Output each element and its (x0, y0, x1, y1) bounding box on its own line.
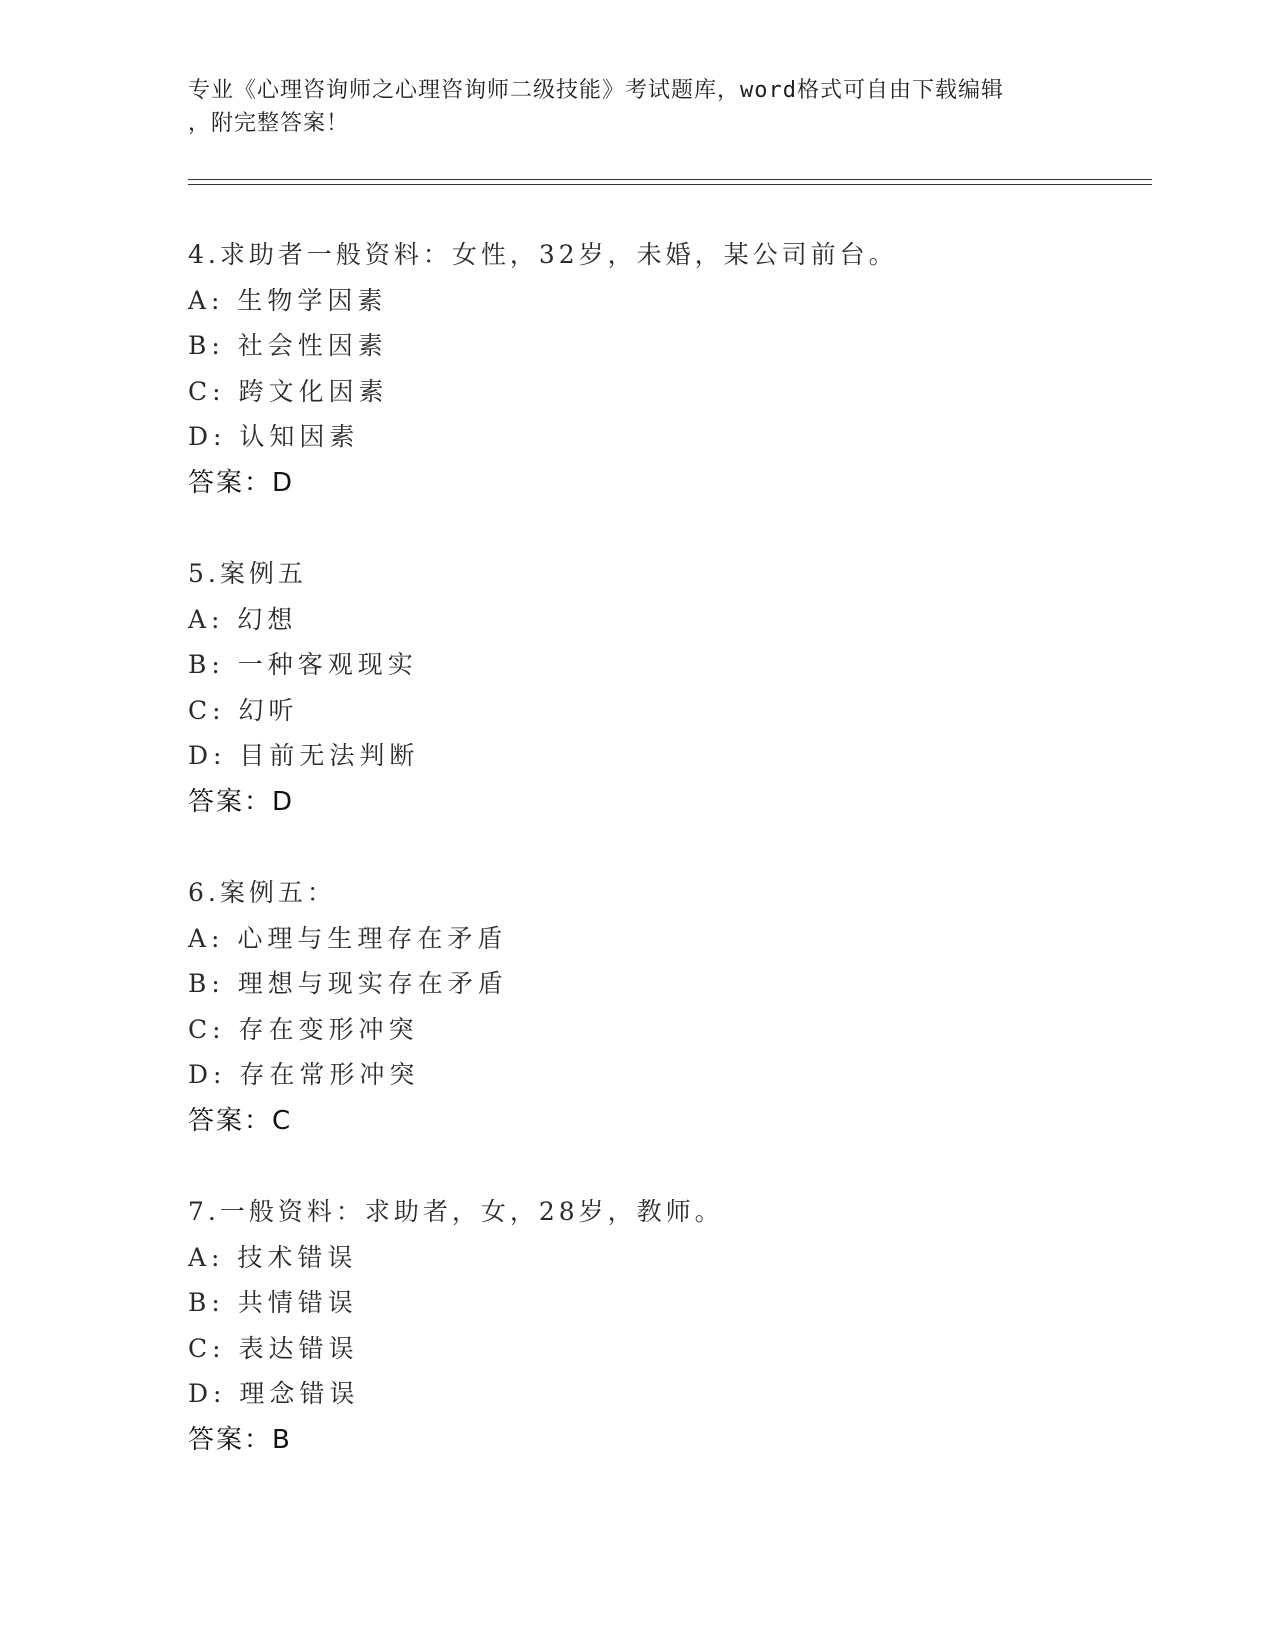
option-d: D: 理念错误 (188, 1379, 360, 1408)
document-header (188, 74, 1088, 140)
answer-line: 答案：D (188, 467, 295, 498)
header-line-1: 专业《心理咨询师之心理咨询师二级技能》考试题库，word格式可自由下载编辑 (188, 78, 1004, 103)
question-title: 6.案例五： (188, 878, 336, 907)
question-block (188, 551, 1088, 825)
question-title: 7.一般资料：求助者，女，28岁，教师。 (188, 1197, 724, 1226)
option-b: B: 理想与现实存在矛盾 (188, 969, 508, 998)
question-block (188, 870, 1088, 1144)
header-divider-bottom (188, 184, 1152, 185)
option-a: A: 幻想 (188, 604, 298, 634)
option-c: C: 跨文化因素 (188, 376, 389, 406)
option-a: A: 生物学因素 (188, 285, 388, 315)
question-block (188, 232, 1088, 506)
answer-line: 答案：B (188, 1424, 292, 1455)
question-title: 4.求助者一般资料：女性，32岁，未婚，某公司前台。 (188, 240, 898, 269)
option-a: A: 技术错误 (188, 1242, 358, 1272)
option-d: D: 存在常形冲突 (188, 1060, 420, 1089)
option-b: B: 社会性因素 (188, 331, 388, 360)
question-title: 5.案例五 (188, 559, 307, 588)
option-c: C: 表达错误 (188, 1333, 359, 1363)
header-divider-top (188, 179, 1152, 180)
option-b: B: 共情错误 (188, 1288, 358, 1317)
answer-line: 答案：C (188, 1105, 293, 1136)
option-d: D: 目前无法判断 (188, 741, 420, 770)
question-block (188, 1189, 1088, 1463)
header-line-2: ，附完整答案！ (188, 111, 350, 136)
option-c: C: 存在变形冲突 (188, 1014, 419, 1044)
option-b: B: 一种客观现实 (188, 650, 418, 679)
option-d: D: 认知因素 (188, 422, 360, 451)
option-c: C: 幻听 (188, 695, 299, 725)
answer-line: 答案：D (188, 786, 295, 817)
option-a: A: 心理与生理存在矛盾 (188, 923, 508, 953)
